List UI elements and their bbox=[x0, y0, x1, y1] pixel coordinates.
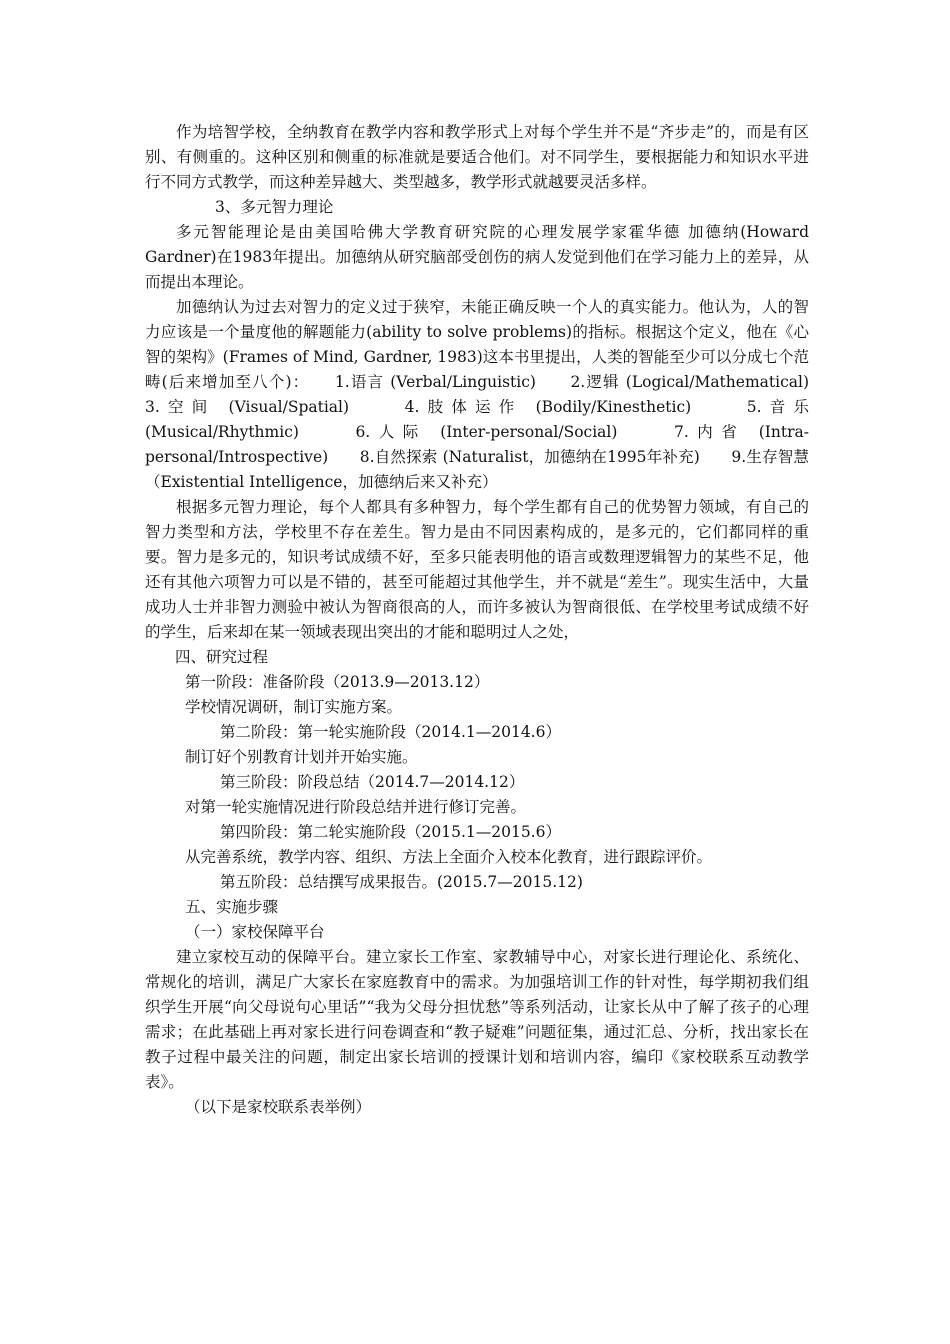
stage-5-title: 第五阶段：总结撰写成果报告。(2015.7—2015.12) bbox=[220, 873, 583, 891]
stage-3-title: 第三阶段：阶段总结（2014.7—2014.12） bbox=[220, 773, 525, 791]
stage-3-desc: 对第一轮实施情况进行阶段总结并进行修订完善。 bbox=[185, 798, 527, 816]
paragraph-gardner-intro: 多元智能理论是由美国哈佛大学教育研究院的心理发展学家霍华德 加德纳(Howard Gardner)在1983年提出。加德纳从研究脑部受创伤的病人发觉到他们在学习能力上的差异，从而提出本理论。 bbox=[145, 223, 809, 291]
heading-home-school-platform: （一）家校保障平台 bbox=[185, 923, 325, 941]
paragraph-intelligence-theory: 根据多元智力理论，每个人都具有多种智力，每个学生都有自己的优势智力领域，有自己的智力类型和方法，学校里不存在差生。智力是由不同因素构成的，是多元的，它们都同样的重要。智力是多元的，知识考试成绩不好，至多只能表明他的语言或数理逻辑智力的某些不足，他还有其他六项智力可以是不错的，甚至可能超过其他学生，并不就是“差生”。现实生活中，大量成功人士并非智力测验中被认为智商很高的人，而许多被认为智商很低、在学校里考试成绩不好的学生，后来却在某一领域表现出突出的才能和聪明过人之处， bbox=[145, 498, 809, 641]
paragraph-inclusive-education: 作为培智学校，全纳教育在教学内容和教学形式上对每个学生并不是“齐步走”的，而是有区别、有侧重的。这种区别和侧重的标准就是要适合他们。对不同学生，要根据能力和知识水平进行不同方式教学，而这种差异越大、类型越多，教学形式就越要灵活多样。 bbox=[145, 123, 809, 191]
stage-2-title: 第二阶段：第一轮实施阶段（2014.1—2014.6） bbox=[220, 723, 561, 741]
paragraph-home-school-platform: 建立家校互动的保障平台。建立家长工作室、家教辅导中心，对家长进行理论化、系统化、常规化的培训，满足广大家长在家庭教育中的需求。为加强培训工作的针对性，每学期初我们组织学生开展“向父母说句心里话”“我为父母分担忧愁”等系列活动，让家长从中了解了孩子的心理需求；在此基础上再对家长进行问卷调查和“教子疑难”问题征集，通过汇总、分析，找出家长在教子过程中最关注的问题，制定出家长培训的授课计划和培训内容，编印《家校联系互动教学表》。 bbox=[145, 948, 809, 1091]
heading-research-process: 四、研究过程 bbox=[175, 648, 269, 666]
note-example-table: （以下是家校联系表举例） bbox=[185, 1098, 372, 1116]
stage-1-desc: 学校情况调研，制订实施方案。 bbox=[185, 698, 403, 716]
stage-1-title: 第一阶段：准备阶段（2013.9—2013.12） bbox=[185, 673, 490, 691]
stage-4-title: 第四阶段：第二轮实施阶段（2015.1—2015.6） bbox=[220, 823, 561, 841]
heading-multiple-intelligence: 3、多元智力理论 bbox=[215, 198, 334, 216]
document-page bbox=[145, 120, 841, 1120]
heading-implementation-steps: 五、实施步骤 bbox=[185, 898, 279, 916]
paragraph-intelligence-categories: 加德纳认为过去对智力的定义过于狭窄，未能正确反映一个人的真实能力。他认为，人的智力应该是一个量度他的解题能力(ability to solve problems)的指标。根据这个定义，他在《心智的架构》(Frames of Mind, Gardner, 1983)这本书里提出，人类的智能至少可以分成七个范畴(后来增加至八个)： 1.语言 (Verbal/Linguistic) 2.逻辑 (Logical/Mathematical) 3.空间 (Visual/Spatial) 4.肢体运作 (Bodily/Kinesthetic) 5.音乐 (Musical/Rhythmic) 6.人际 (Inter-personal/Social) 7.内省 (Intra-personal/Introspective) 8.自然探索 (Naturalist，加德纳在1995年补充) 9.生存智慧（Existential Intelligence，加德纳后来又补充） bbox=[145, 298, 841, 491]
stage-2-desc: 制订好个别教育计划并开始实施。 bbox=[185, 748, 418, 766]
stage-4-desc: 从完善系统，教学内容、组织、方法上全面介入校本化教育，进行跟踪评价。 bbox=[185, 848, 713, 866]
